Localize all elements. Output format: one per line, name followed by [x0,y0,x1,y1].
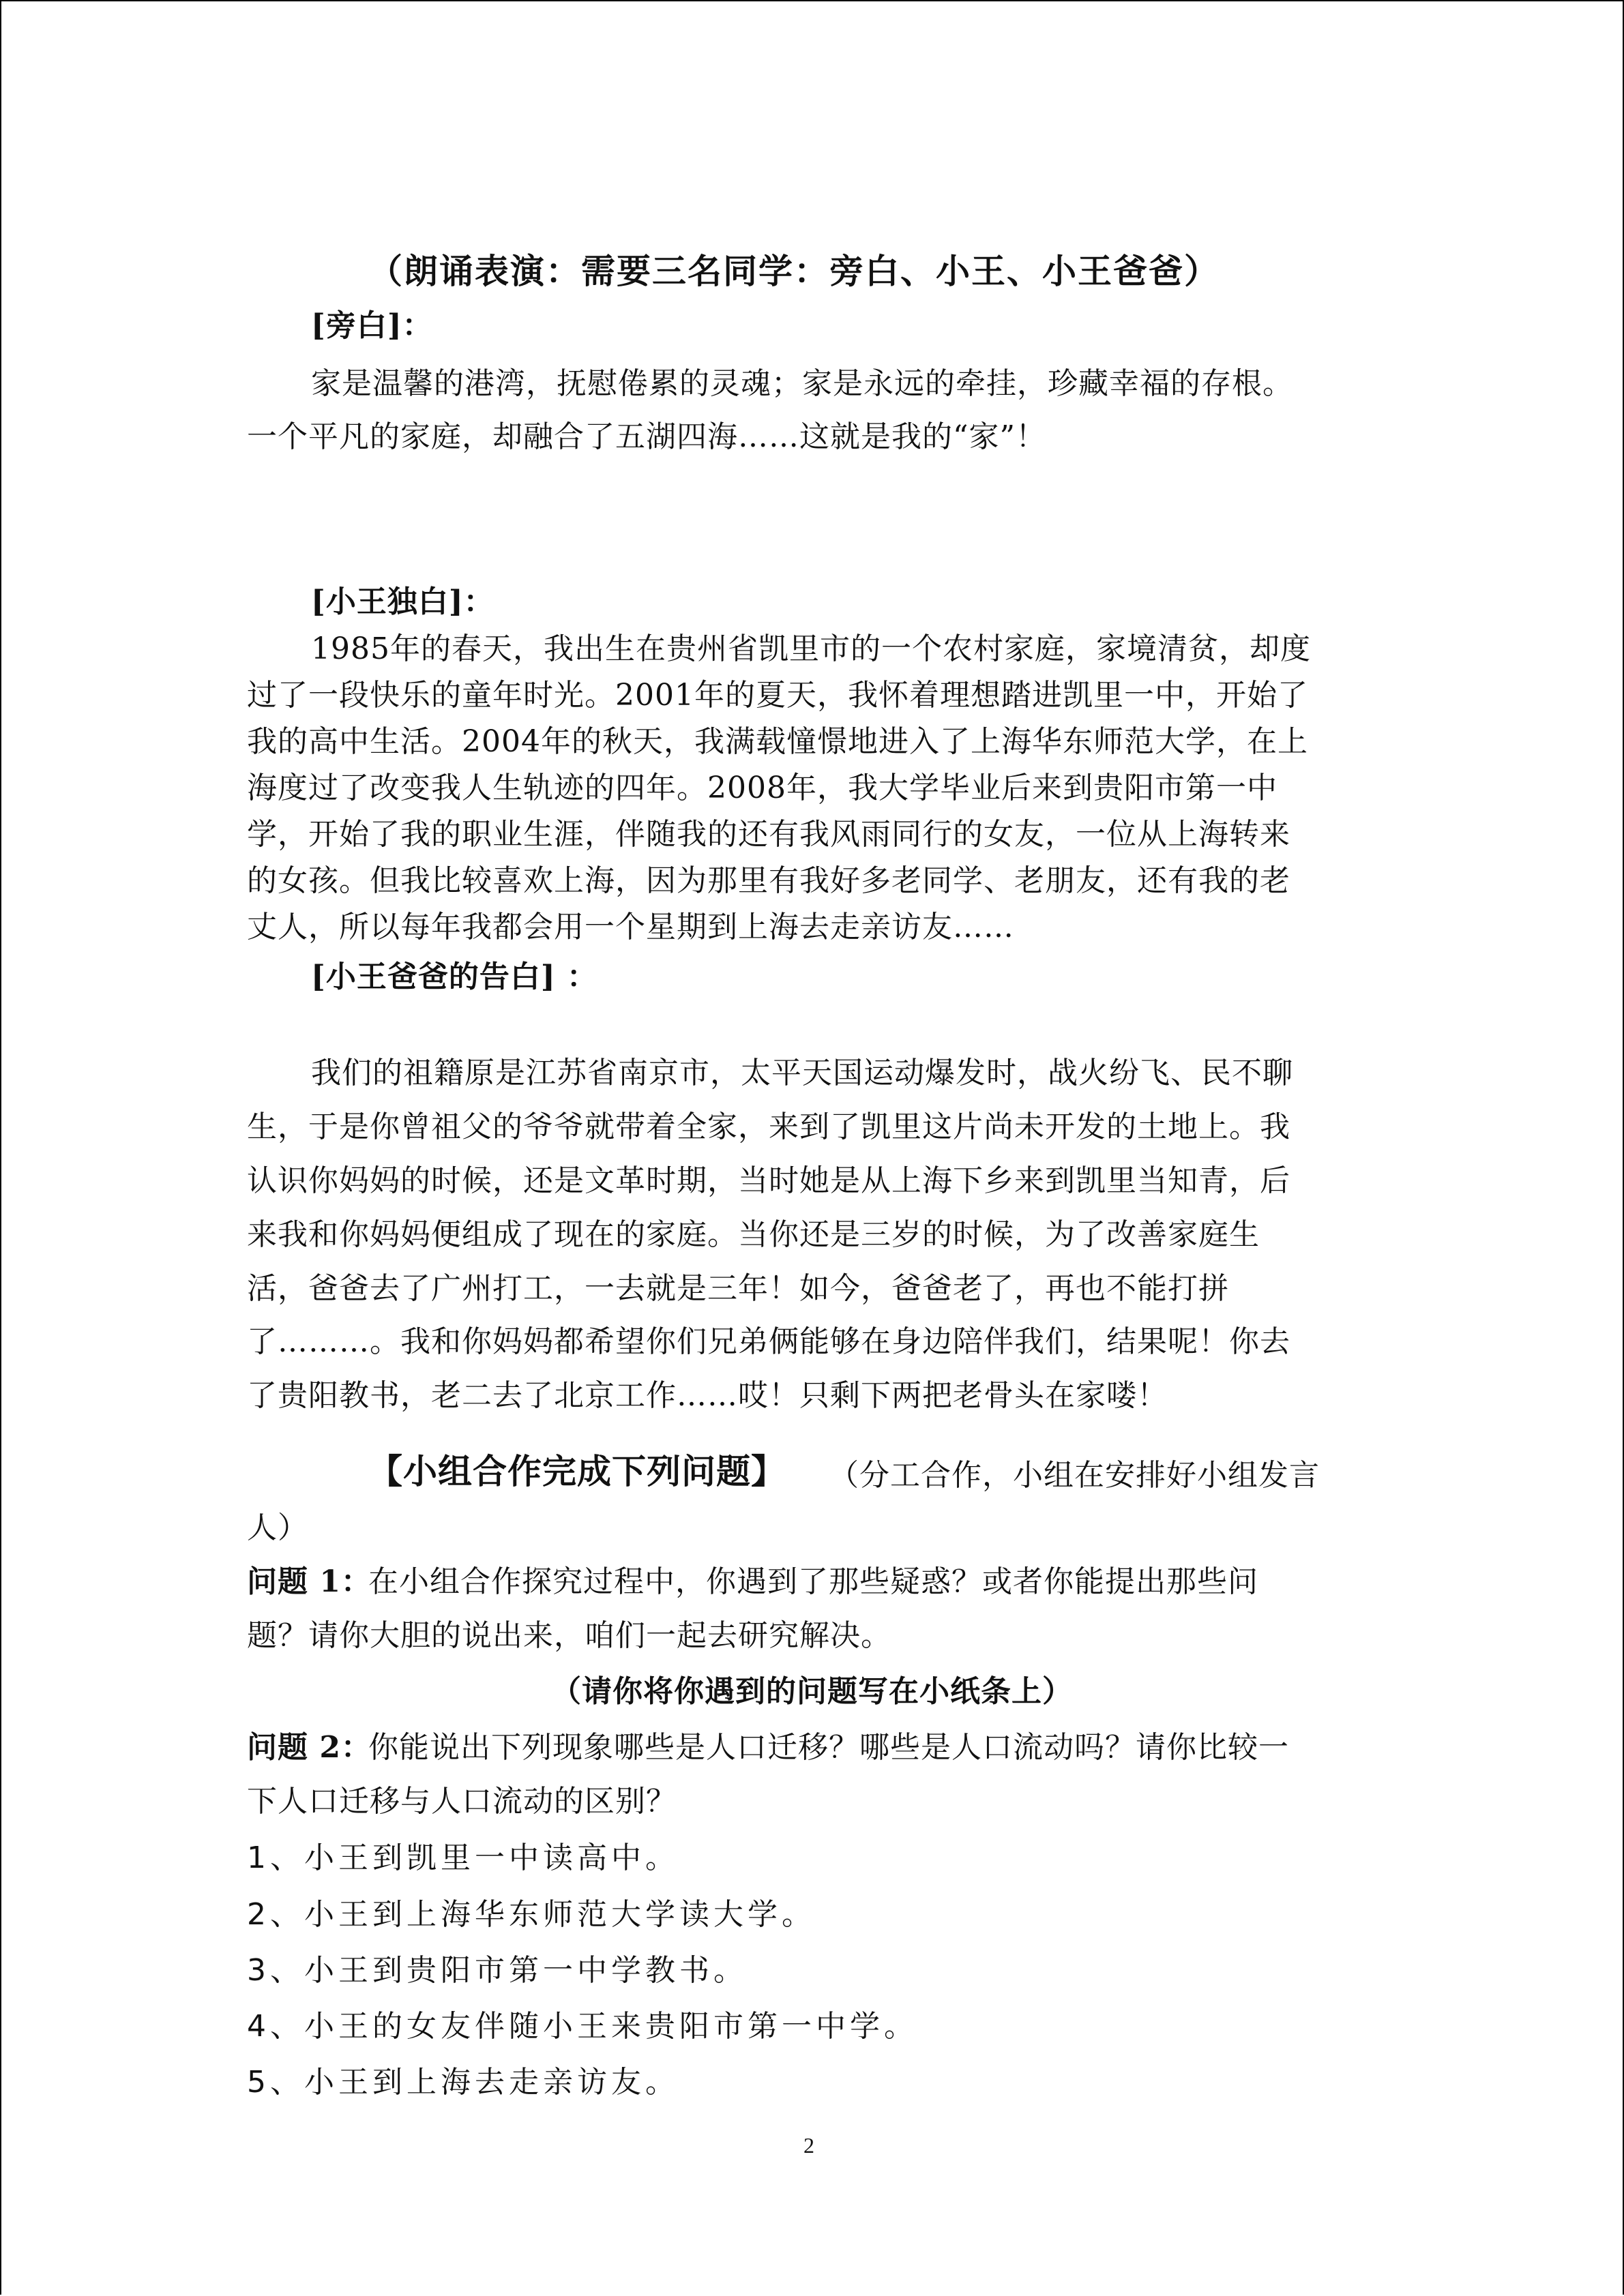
xiaowang-line: 丈人，所以每年我都会用一个星期到上海去走亲访友…… [247,910,1014,944]
father-line: 生，于是你曾祖父的爷爷就带着全家，来到了凯里这片尚未开发的土地上。我 [247,1109,1290,1144]
question-2-text: 你能说出下列现象哪些是人口迁移？哪些是人口流动吗？请你比较一 [368,1730,1289,1765]
question-1-instruction: （请你将你遇到的问题写在小纸条上） [551,1674,1073,1709]
question-2-item: 3、小王到贵阳市第一中学教书。 [247,1953,748,1988]
narrator-label: [旁白]： [311,308,433,343]
father-line: 了贵阳教书，老二去了北京工作……哎！只剩下两把老骨头在家喽！ [247,1378,1168,1413]
xiaowang-label: [小王独白]： [311,584,494,619]
father-line: 了………。我和你妈妈都希望你们兄弟俩能够在身边陪伴我们，结果呢！你去 [247,1324,1290,1359]
question-2-item: 1、小王到凯里一中读高中。 [247,1840,679,1875]
page-number: 2 [803,2133,814,2158]
father-line: 认识你妈妈的时候，还是文革时期，当时她是从上海下乡来到凯里当知青，后 [247,1163,1290,1198]
xiaowang-line: 学，开始了我的职业生涯，伴随我的还有我风雨同行的女友，一位从上海转来 [247,817,1290,852]
question-2-text-continued: 下人口迁移与人口流动的区别？ [247,1784,677,1819]
question-2-item: 2、小王到上海华东师范大学读大学。 [247,1897,816,1932]
group-heading: 【小组合作完成下列问题】 [368,1451,786,1491]
question-2-label: 问题 2： [247,1730,372,1765]
question-2-item: 5、小王到上海去走亲访友。 [247,2065,679,2100]
question-1-text: 在小组合作探究过程中，你遇到了那些疑惑？或者你能提出那些问 [368,1564,1258,1599]
father-label: [小王爸爸的告白] ： [311,959,597,994]
xiaowang-line: 1985年的春天，我出生在贵州省凯里市的一个农村家庭，家境清贫，却度 [311,631,1311,666]
narrator-line: 一个平凡的家庭，却融合了五湖四海……这就是我的“家”！ [247,419,1046,454]
xiaowang-line: 海度过了改变我人生轨迹的四年。2008年，我大学毕业后来到贵阳市第一中 [247,771,1278,805]
narrator-line: 家是温馨的港湾，抚慰倦累的灵魂；家是永远的牵挂，珍藏幸福的存根。 [311,366,1293,401]
question-2-item: 4、小王的女友伴随小王来贵阳市第一中学。 [247,2009,918,2044]
question-1-text-continued: 题？请你大胆的说出来，咱们一起去研究解决。 [247,1618,891,1653]
group-note-continued: 人） [247,1510,308,1545]
father-line: 活，爸爸去了广州打工，一去就是三年！如今，爸爸老了，再也不能打拼 [247,1271,1229,1306]
father-line: 我们的祖籍原是江苏省南京市，太平天国运动爆发时，战火纷飞、民不聊 [311,1056,1293,1090]
father-line: 来我和你妈妈便组成了现在的家庭。当你还是三岁的时候，为了改善家庭生 [247,1217,1260,1252]
xiaowang-line: 我的高中生活。2004年的秋天，我满载憧憬地进入了上海华东师范大学，在上 [247,724,1308,759]
xiaowang-line: 过了一段快乐的童年时光。2001年的夏天，我怀着理想踏进凯里一中，开始了 [247,678,1308,713]
page-title: （朗诵表演：需要三名同学：旁白、小王、小王爸爸） [368,251,1220,291]
group-note: （分工合作，小组在安排好小组发言 [829,1458,1320,1493]
question-1-label: 问题 1： [247,1564,372,1599]
xiaowang-line: 的女孩。但我比较喜欢上海，因为那里有我好多老同学、老朋友，还有我的老 [247,863,1290,898]
